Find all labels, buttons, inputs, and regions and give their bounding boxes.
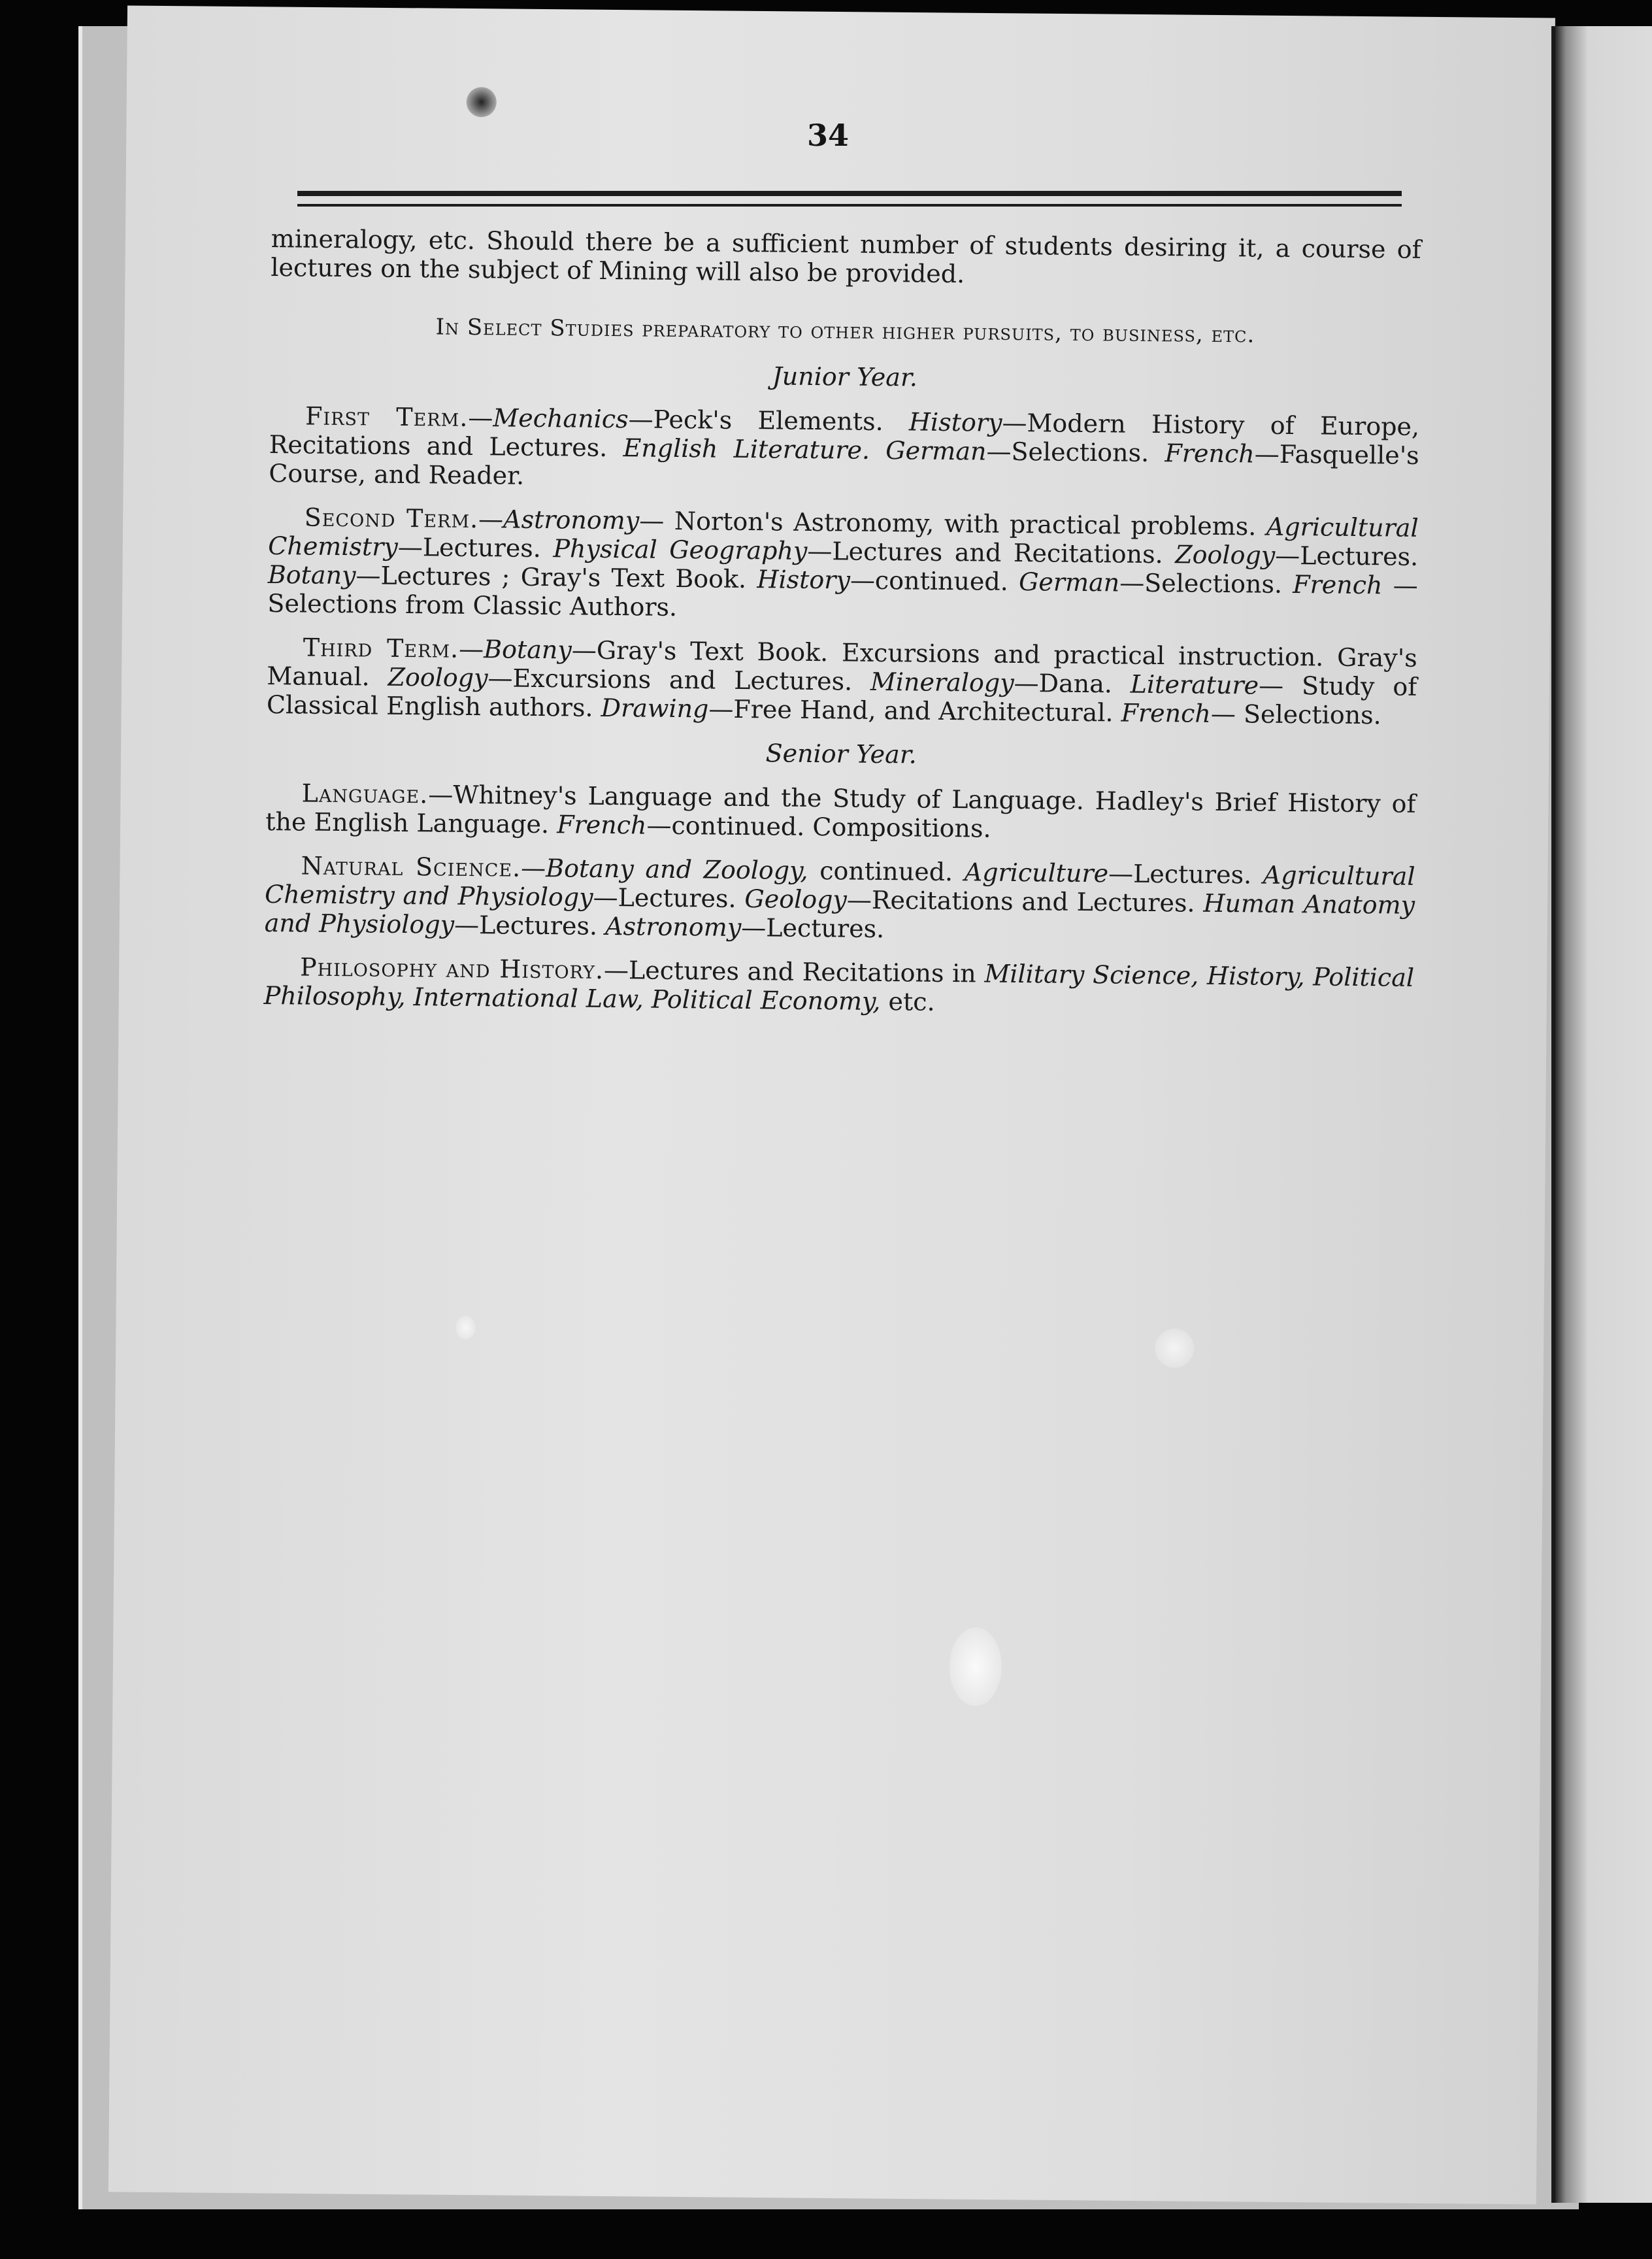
text: —Lectures. bbox=[593, 882, 745, 913]
term-label: Third Term. bbox=[303, 633, 459, 663]
text: — bbox=[468, 403, 493, 433]
text bbox=[870, 436, 886, 465]
subject: German bbox=[1018, 567, 1120, 597]
subject: English Literature. bbox=[623, 433, 870, 465]
text: — bbox=[458, 634, 484, 664]
header-rule-thin bbox=[297, 204, 1402, 207]
paper-flaw bbox=[949, 1628, 1002, 1707]
topic-label: Natural Science. bbox=[301, 851, 521, 882]
subject: Astronomy bbox=[604, 911, 742, 942]
text: —Dana. bbox=[1014, 668, 1131, 699]
text: —Modern History of Europe, Recitations and Lectures. bbox=[269, 408, 1420, 463]
text: —Lectures. bbox=[1275, 541, 1419, 571]
subject: Literature bbox=[1130, 669, 1259, 700]
subject: French bbox=[1121, 698, 1212, 728]
text: —Lectures ; Gray's Text Book. bbox=[355, 561, 757, 594]
text: —Peck's Elements. bbox=[628, 405, 910, 437]
subject: Botany and Zoology, bbox=[545, 854, 808, 885]
text: —Lectures and Recitations. bbox=[807, 536, 1176, 569]
text: —Recitations and Lectures. bbox=[846, 885, 1204, 918]
text: — bbox=[478, 505, 504, 534]
term-label: Second Term. bbox=[304, 503, 479, 534]
natural-science-paragraph bbox=[265, 851, 1415, 948]
text: —Excursions and Lectures. bbox=[487, 663, 871, 696]
subject: Drawing bbox=[601, 693, 709, 724]
text: — Study of Classical English authors. bbox=[266, 671, 1417, 722]
senior-year-heading: Senior Year. bbox=[765, 739, 917, 769]
header-rule bbox=[297, 191, 1402, 196]
intro-paragraph: mineralogy, etc. Should there be a sufficient number of students desiring it, a course of lectures on the subject of Mining will also be provided. bbox=[271, 224, 1421, 289]
text: continued. bbox=[808, 856, 965, 887]
topic-label: Philosophy and History. bbox=[299, 952, 604, 984]
section-heading: In Select Studies preparatory to other higher pursuits, to business, etc. bbox=[435, 314, 1255, 348]
subject: Agricultural Chemistry and Physiology bbox=[264, 860, 1415, 912]
page-number: 34 bbox=[807, 118, 850, 153]
text: —Lectures. bbox=[1108, 859, 1264, 890]
philosophy-paragraph bbox=[263, 952, 1414, 1021]
subject: Zoology bbox=[388, 662, 488, 693]
subject: Agricultural Chemistry bbox=[268, 512, 1419, 561]
subject: Human Anatomy and Physiology bbox=[264, 888, 1415, 939]
subject: French bbox=[1165, 439, 1255, 469]
text: —continued. Compositions. bbox=[646, 811, 991, 843]
text: —Gray's Text Book. Excursions and practical instruction. Gray's Manual. bbox=[267, 635, 1417, 692]
text: etc. bbox=[880, 987, 935, 1016]
text: —Selections. bbox=[1119, 568, 1293, 599]
text: — Selections. bbox=[1210, 699, 1381, 730]
subject: Agriculture bbox=[964, 858, 1109, 888]
text: —Lectures and Recitations in bbox=[603, 955, 985, 988]
text: —Lectures. bbox=[397, 532, 553, 563]
facing-page-edge bbox=[1554, 26, 1652, 2203]
text: —Selections from Classic Authors. bbox=[267, 571, 1418, 622]
subject: Mineralogy bbox=[870, 667, 1014, 697]
subject: Mechanics bbox=[493, 403, 629, 434]
subject: French bbox=[556, 810, 647, 840]
text: —Lectures. bbox=[741, 912, 885, 944]
text: —Free Hand, and Architectural. bbox=[708, 694, 1121, 728]
subject: Military Science, History, Political Philosophy, International Law, Political Economy, bbox=[263, 959, 1415, 1016]
junior-year-heading: Junior Year. bbox=[772, 361, 918, 392]
page-fold bbox=[1551, 26, 1555, 2203]
subject: Botany bbox=[267, 560, 356, 590]
second-term-paragraph bbox=[267, 503, 1419, 629]
subject: French bbox=[1293, 570, 1383, 600]
text: — Norton's Astronomy, with practical problems. bbox=[639, 506, 1267, 541]
first-term-paragraph bbox=[269, 401, 1419, 499]
text: —continued. bbox=[850, 565, 1019, 597]
subject: History bbox=[908, 407, 1002, 437]
text: —Selections. bbox=[986, 437, 1165, 468]
subject: Botany bbox=[483, 635, 572, 665]
text: — bbox=[520, 853, 546, 883]
text: —Whitney's Language and the Study of Language. Hadley's Brief History of the English Language. bbox=[265, 780, 1416, 839]
subject: Zoology bbox=[1175, 540, 1276, 570]
paper-flaw bbox=[455, 1316, 475, 1339]
third-term-paragraph bbox=[267, 633, 1417, 730]
subject: German bbox=[885, 436, 987, 466]
text: —Lectures. bbox=[454, 910, 606, 941]
term-label: First Term. bbox=[305, 401, 469, 432]
text: —Fasquelle's Course, and Reader. bbox=[269, 439, 1419, 490]
subject: Physical Geography bbox=[553, 534, 808, 565]
subject: Geology bbox=[744, 884, 848, 914]
paper-flaw bbox=[1155, 1328, 1195, 1368]
subject: History bbox=[757, 565, 851, 595]
page-body bbox=[263, 224, 1421, 1036]
subject: Astronomy bbox=[503, 505, 640, 535]
topic-label: Language. bbox=[301, 778, 429, 809]
language-paragraph bbox=[265, 778, 1416, 847]
ink-blot bbox=[467, 87, 497, 117]
